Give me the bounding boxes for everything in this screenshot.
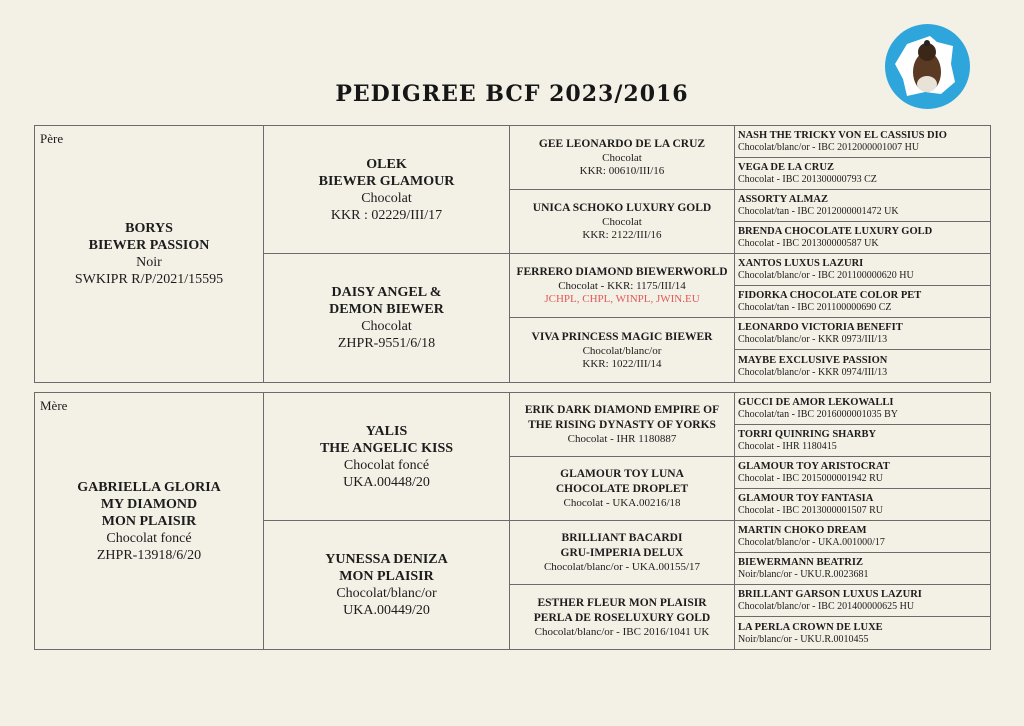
ggp-info: Chocolat/tan - IBC 201100000690 CZ [738, 302, 892, 313]
ggp-name: GUCCI DE AMOR LEKOWALLI [738, 397, 894, 408]
dam-reg: ZHPR-13918/6/20 [96, 547, 202, 563]
dam-section [34, 392, 991, 650]
dam-ggp-3 [735, 457, 990, 489]
sire-father-name-1: OLEK [366, 156, 407, 172]
dam-gp-4 [510, 585, 735, 649]
dam-name-3: MON PLAISIR [101, 513, 197, 529]
ggp-info: Chocolat - IBC 201300000587 UK [738, 238, 879, 249]
gp-name: VIVA PRINCESS MAGIC BIEWER [531, 330, 713, 343]
ggp-info: Chocolat/tan - IBC 2016000001035 BY [738, 409, 898, 420]
ggp-name: LEONARDO VICTORIA BENEFIT [738, 322, 903, 333]
dam-gp-3 [510, 521, 735, 585]
dam-father-name-1: YALIS [365, 423, 408, 439]
gp-name-2: THE RISING DYNASTY OF YORKS [528, 419, 716, 431]
gp-color: Chocolat - IHR 1180887 [567, 433, 677, 445]
gp-name: FERRERO DIAMOND BIEWERWORLD [516, 266, 728, 278]
sire-father-cell [264, 126, 510, 254]
ggp-info: Chocolat - IBC 2015000001942 RU [738, 473, 883, 484]
ggp-name: BRILLANT GARSON LUXUS LAZURI [738, 589, 922, 600]
gp-name-1: BRILLIANT BACARDI [561, 532, 683, 544]
dam-mother-reg: UKA.00449/20 [343, 603, 430, 618]
sire-ggp-5 [735, 254, 990, 286]
gp-color: Chocolat/blanc/or - IBC 2016/1041 UK [534, 625, 710, 638]
ggp-info: Chocolat/blanc/or - IBC 2012000001007 HU [738, 142, 920, 153]
sire-reg: SWKIPR R/P/2021/15595 [74, 272, 224, 287]
sire-ggp-6 [735, 286, 990, 318]
dam-father-cell [264, 393, 510, 521]
dam-name-1: GABRIELLA GLORIA [77, 479, 221, 495]
sire-cell [35, 126, 264, 382]
gp-name-1: ERIK DARK DIAMOND EMPIRE OF [524, 404, 720, 416]
ggp-name: LA PERLA CROWN DE LUXE [738, 621, 883, 633]
ggp-name: GLAMOUR TOY FANTASIA [738, 493, 874, 504]
sire-gp-3 [510, 254, 735, 318]
dam-father-name-2: THE ANGELIC KISS [319, 440, 454, 456]
sire-section [34, 125, 991, 383]
gp-name-1: GLAMOUR TOY LUNA [560, 468, 684, 480]
dam-mother-cell [264, 521, 510, 649]
sire-ggp-2 [735, 158, 990, 190]
dam-ggp-2 [735, 425, 990, 457]
ggp-name: ASSORTY ALMAZ [738, 194, 828, 205]
dam-mother-name-2: MON PLAISIR [339, 569, 434, 584]
sire-mother-name-2: DEMON BIEWER [329, 302, 444, 317]
sire-name-1: BORYS [125, 221, 173, 236]
sire-ggp-4 [735, 222, 990, 254]
sire-mother-reg: ZHPR-9551/6/18 [337, 336, 436, 351]
sire-ggp-3 [735, 190, 990, 222]
dam-father-reg: UKA.00448/20 [343, 474, 430, 490]
sire-mother-cell [264, 254, 510, 382]
sire-father-color: Chocolat [361, 190, 412, 206]
dam-ggp-6 [735, 553, 990, 585]
sire-name-2: BIEWER PASSION [88, 238, 210, 253]
dam-name-2: MY DIAMOND [100, 496, 198, 512]
ggp-name: MAYBE EXCLUSIVE PASSION [738, 354, 888, 366]
ggp-info: Chocolat/blanc/or - UKA.001000/17 [738, 537, 885, 548]
gp-reg: KKR: 00610/III/16 [579, 165, 665, 177]
ggp-name: BIEWERMANN BEATRIZ [738, 557, 863, 568]
gp-reg: KKR: 1022/III/14 [582, 357, 662, 370]
gp-name: UNICA SCHOKO LUXURY GOLD [532, 202, 712, 214]
gp-color: Chocolat [602, 152, 642, 164]
ggp-info: Chocolat/blanc/or - KKR 0973/III/13 [738, 334, 888, 345]
sire-mother-name-1: DAISY ANGEL & [331, 285, 442, 300]
sire-mother-color: Chocolat [361, 319, 412, 334]
page-title: PEDIGREE BCF 2023/2016 [335, 81, 689, 107]
ggp-name: GLAMOUR TOY ARISTOCRAT [738, 461, 890, 472]
gp-color: Chocolat - UKA.00216/18 [563, 497, 681, 509]
ggp-name: VEGA DE LA CRUZ [738, 162, 834, 173]
dam-ggp-4 [735, 489, 990, 521]
dam-color: Chocolat foncé [106, 530, 192, 546]
france-dog-logo [885, 24, 970, 109]
gp-color: Chocolat - KKR: 1175/III/14 [558, 280, 686, 292]
ggp-info: Noir/blanc/or - UKU.R.0010455 [738, 633, 869, 645]
sire-ggp-7 [735, 318, 990, 350]
dam-cell [35, 393, 264, 649]
ggp-name: MARTIN CHOKO DREAM [738, 525, 867, 536]
ggp-info: Chocolat - IBC 201300000793 CZ [738, 174, 877, 185]
sire-ggp-8 [735, 350, 990, 382]
dam-gp-1 [510, 393, 735, 457]
dam-ggp-7 [735, 585, 990, 617]
sire-ggp-1 [735, 126, 990, 158]
gp-name-2: GRU-IMPERIA DELUX [560, 547, 684, 559]
dam-ggp-5 [735, 521, 990, 553]
gp-name-2: CHOCOLATE DROPLET [555, 483, 689, 495]
gp-titles: JCHPL, CHPL, WINPL, JWIN.EU [544, 293, 700, 305]
ggp-info: Chocolat/blanc/or - KKR 0974/III/13 [738, 366, 888, 378]
ggp-info: Chocolat/blanc/or - IBC 201400000625 HU [738, 601, 915, 612]
dam-gp-2 [510, 457, 735, 521]
gp-color: Chocolat/blanc/or - UKA.00155/17 [543, 561, 701, 573]
ggp-name: FIDORKA CHOCOLATE COLOR PET [738, 290, 922, 301]
ggp-info: Chocolat - IHR 1180415 [738, 441, 837, 452]
ggp-info: Chocolat - IBC 2013000001507 RU [738, 505, 883, 516]
dam-label: Mère [40, 398, 68, 413]
dam-mother-name-1: YUNESSA DENIZA [325, 552, 448, 567]
ggp-info: Chocolat/tan - IBC 2012000001472 UK [738, 206, 899, 217]
gp-color: Chocolat/blanc/or [582, 344, 662, 357]
dam-ggp-8 [735, 617, 990, 649]
ggp-info: Chocolat/blanc/or - IBC 201100000620 HU [738, 270, 914, 281]
sire-father-reg: KKR : 02229/III/17 [330, 207, 443, 223]
sire-gp-1 [510, 126, 735, 190]
ggp-name: XANTOS LUXUS LAZURI [738, 258, 864, 269]
sire-father-name-2: BIEWER GLAMOUR [318, 173, 455, 189]
ggp-name: NASH THE TRICKY VON EL CASSIUS DIO [738, 130, 947, 141]
ggp-name: TORRI QUINRING SHARBY [738, 429, 877, 440]
dam-ggp-1 [735, 393, 990, 425]
sire-label: Père [40, 131, 64, 146]
gp-name: GEE LEONARDO DE LA CRUZ [538, 138, 706, 150]
gp-color: Chocolat [602, 216, 642, 228]
gp-name-1: ESTHER FLEUR MON PLAISIR [537, 596, 707, 609]
dam-father-color: Chocolat foncé [343, 457, 430, 473]
sire-gp-2 [510, 190, 735, 254]
sire-gp-4 [510, 318, 735, 382]
dam-mother-color: Chocolat/blanc/or [336, 586, 437, 601]
sire-color: Noir [136, 255, 162, 270]
ggp-info: Noir/blanc/or - UKU.R.0023681 [738, 569, 869, 580]
ggp-name: BRENDA CHOCOLATE LUXURY GOLD [738, 226, 933, 237]
gp-reg: KKR: 2122/III/16 [582, 229, 662, 241]
gp-name-2: PERLA DE ROSELUXURY GOLD [533, 611, 711, 624]
